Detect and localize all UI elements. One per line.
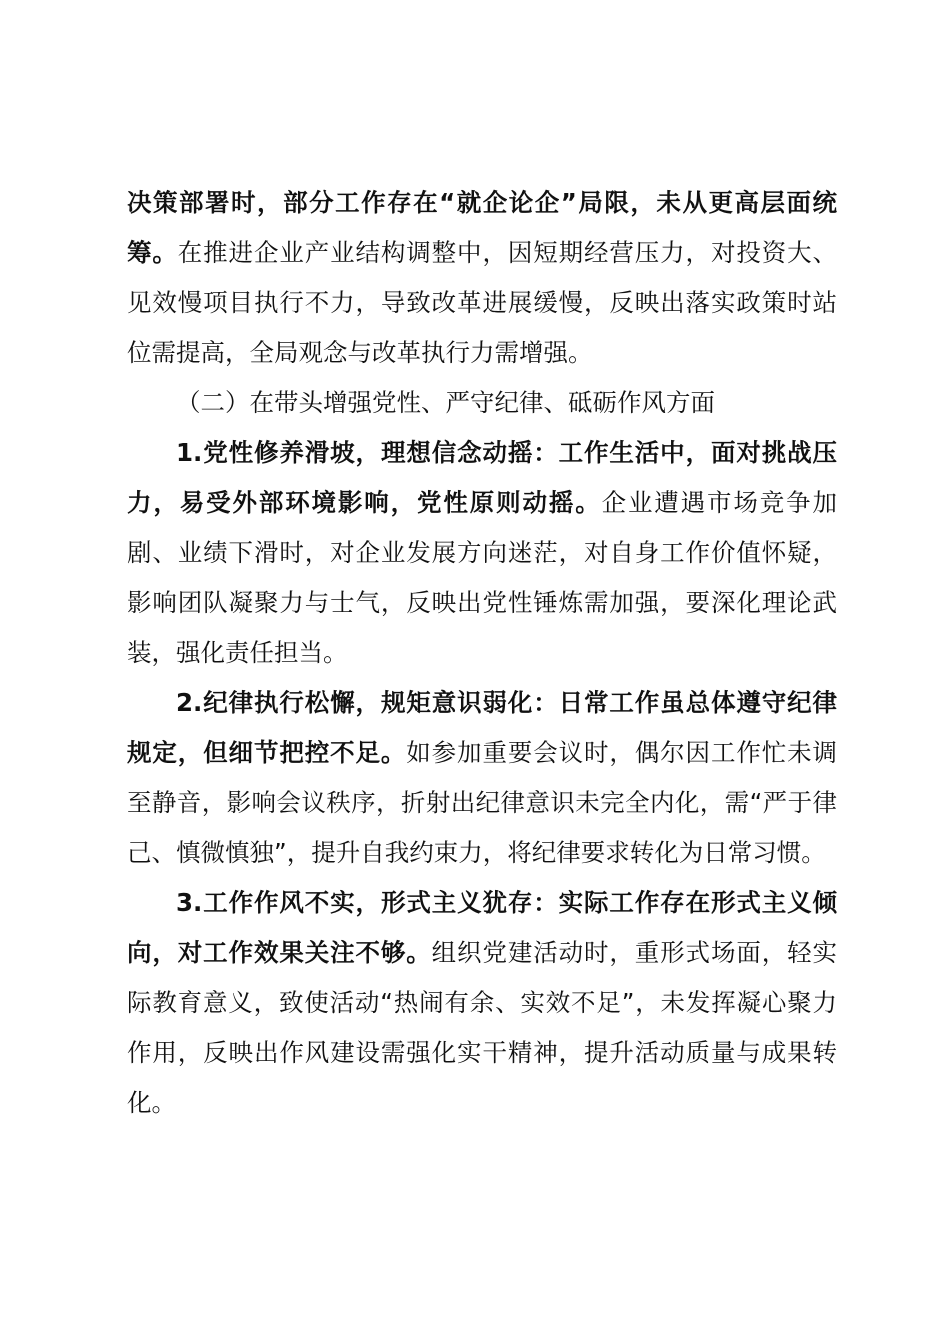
item-body: 企业遭遇市场竞争加剧、业绩下滑时，对企业发展方向迷茫，对自身工作价值怀疑，影响团队凝聚力与士气，反映出党性锤炼需加强，要深化理论武装，强化责任担当。 [127, 488, 838, 667]
item-lead: 1.党性修养滑坡，理想信念动摇：工作生活中，面对挑战压力，易受外部环境影响，党性原则动摇。 [127, 438, 837, 517]
paragraph-body: 在推进企业产业结构调整中，因短期经营压力，对投资大、见效慢项目执行不力，导致改革进展缓慢，反映出落实政策时站位需提高，全局观念与改革执行力需增强。 [127, 238, 838, 367]
item-lead: 3.工作作风不实，形式主义犹存：实际工作存在形式主义倾向，对工作效果关注不够。 [127, 888, 837, 967]
document-page [127, 178, 837, 1128]
item-paragraph-1 [127, 428, 837, 678]
item-lead: 2.纪律执行松懈，规矩意识弱化：日常工作虽总体遵守纪律规定，但细节把控不足。 [127, 688, 837, 767]
paragraph-lead: 决策部署时，部分工作存在“就企论企”局限，未从更高层面统筹。 [127, 188, 837, 267]
section-heading: （二）在带头增强党性、严守纪律、砥砺作风方面 [176, 388, 715, 417]
item-paragraph-2 [127, 678, 837, 878]
item-paragraph-3 [127, 878, 837, 1128]
item-body: 如参加重要会议时，偶尔因工作忙未调至静音，影响会议秩序，折射出纪律意识未完全内化，需“严于律己、慎微慎独”，提升自我约束力，将纪律要求转化为日常习惯。 [127, 738, 838, 867]
item-body: 组织党建活动时，重形式场面，轻实际教育意义，致使活动“热闹有余、实效不足”，未发挥凝心聚力作用，反映出作风建设需强化实干精神，提升活动质量与成果转化。 [127, 938, 838, 1117]
paragraph-continued [127, 178, 837, 378]
